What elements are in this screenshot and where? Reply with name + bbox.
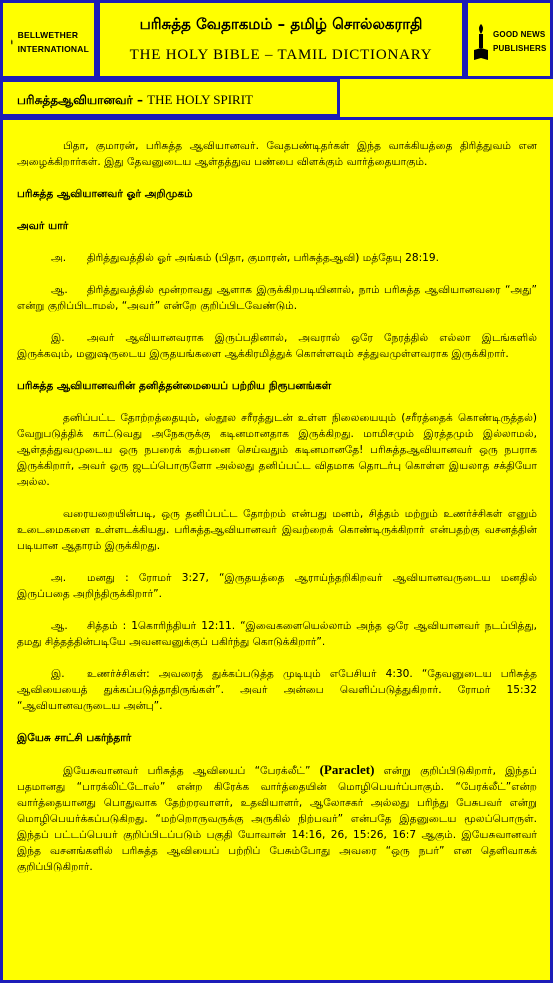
item-label: இ.	[51, 332, 65, 344]
heading-proofs: பரிசுத்த ஆவியானவரின் தனித்தன்மையைப் பற்றிய நிரூபனங்கள்	[17, 380, 332, 392]
section-title	[17, 92, 253, 109]
paraclete-text-start: இயேசுவானவர் பரிசுத்த ஆவியைப் “பேரக்லீட்”	[63, 765, 320, 777]
list-item	[17, 570, 537, 602]
item-text: திரித்துவத்தில் மூன்றாவது ஆளாக இருக்கிறபடியினால், நாம் பரிசுத்த ஆவியானவரை “அது” என்று குறிப்பிடாமல், “அவர்” என்றே குறிப்பிடவேண்டும்.	[17, 284, 537, 312]
item-text: திரித்துவத்தில் ஓர் அங்கம் (பிதா, குமாரன், பரிசுத்தஆவி) மத்தேயு 28:19.	[87, 252, 440, 264]
item-label: ஆ.	[51, 620, 68, 632]
item-label: ஆ.	[51, 284, 68, 296]
section-header	[0, 79, 340, 117]
logo-line1: BELLWETHER	[17, 30, 79, 40]
paragraph: தனிப்பட்ட தோற்றத்தையும், ஸ்தூல சரீரத்துடன் உள்ள நிலையையும் (சரீரத்தைக் கொண்டிருத்தல்) வேறுபடுத்திக் காட்டுவது அநேகருக்கு கடினமானதாக இருக்கிறது. மாமிசமும் இரத்தமும் இல்லாமல், ஆள்தத்துவமுடைய ஒரு நபரைக் கற்பனை செய்வதும் கடினமானதே! பரிசுத்தஆவியானவர் ஒரு நபராக இருக்கிறார், அவர் ஒரு ஜடப்பொருளோ அல்லது தனிப்பட்ட விதமாக தொடர்பு கொள்ள இயலாத சக்தியோ அல்ல.	[17, 412, 537, 488]
bellwether-logo	[11, 13, 89, 71]
content-box	[0, 117, 553, 983]
heading-introduction: பரிசுத்த ஆவியானவர் ஓர் அறிமுகம்	[17, 188, 193, 200]
item-label: அ.	[51, 252, 67, 264]
list-item	[17, 618, 537, 650]
paraclete-text-rest: என்று குறிப்பிடுகிறார், இந்தப் பதமானது “பாரக்லிட்டோஸ்” என்ற கிரேக்க வார்த்தையின் மொழிபெயர்ப்பாகும். “பேரக்லீட்”என்ற வார்த்தையானது பொதுவாக தேற்றரவாளர், உதவியாளர், ஆலோசகர் அல்லது பரிந்து பேசுபவர் என்று மொழிபெயர்க்கப்படுகிறது. “மற்றொருவருக்கு அருகில் நிற்பவர்” என்பதே இதனுடைய மூலப்பொருள். இந்தப் பட்டப்பெயர் குறிப்பிடப்படும் பகுதி யோவான் 14:16, 26, 15:26, 16:7 ஆகும். இயேசுவானவர் இந்த வசனங்களில் பரிசுத்த ஆவியைப் பற்றிப் பேசும்போது அவரை “ஒரு நபர்” என தெளிவாகக் குறிப்பிடுகிறார்.	[17, 765, 537, 873]
heading-jesus-testified: இயேசு சாட்சி பகர்ந்தார்	[17, 732, 132, 744]
list-item	[17, 330, 537, 362]
section-title-english: THE HOLY SPIRIT	[147, 92, 253, 107]
intro-paragraph: பிதா, குமாரன், பரிசுத்த ஆவியானவர். வேதபண்டிதர்கள் இந்த வாக்கியத்தை திரித்துவம் என அழைக்கிறார்கள். இது தேவனுடைய ஆள்தத்துவ பண்பை விளக்கும் வார்த்தையாகும்.	[17, 140, 537, 168]
item-text: அவர் ஆவியானவராக இருப்பதினால், அவரால் ஒரே நேரத்தில் எல்லா இடங்களில் இருக்கவும், மனுஷருடைய இருதயங்களை ஆக்கிரமித்துக் கொள்ளவும் சத்துவமுள்ளவராக இருக்கிறார்.	[17, 332, 537, 360]
logo-line2: PUBLISHERS	[493, 44, 547, 53]
paragraph: வரையறையின்படி, ஒரு தனிப்பட்ட தோற்றம் என்பது மனம், சித்தம் மற்றும் உணர்ச்சிகள் எனும் உடைமைகளை உள்ளடக்கியது. பரிசுத்தஆவியானவர் இவற்றைக் கொண்டிருக்கிறார் என்பதற்கு வசனத்தின் படியான ஆதாரம் இருக்கிறது.	[17, 508, 537, 552]
item-text: உணர்ச்சிகள்: அவரைத் துக்கப்படுத்த முடியும் எபேசியர் 4:30. “தேவனுடைய பரிசுத்த ஆவியையைத் துக்கப்படுத்தாதிருங்கள்”. அவர் அன்பை வெளிப்படுத்துகிறார். ரோமர் 15:32 “ஆவியானவருடைய அன்பு”.	[17, 668, 537, 712]
item-label: அ.	[51, 572, 67, 584]
title-box	[97, 0, 465, 79]
title-english: THE HOLY BIBLE – TAMIL DICTIONARY	[129, 47, 433, 63]
list-item	[17, 666, 537, 714]
bellwether-logo-box	[0, 0, 97, 79]
bell-tower-icon	[11, 22, 13, 62]
book-torch-icon	[474, 22, 488, 62]
paragraph	[17, 762, 537, 875]
logo-line1: GOOD NEWS	[493, 30, 546, 39]
section-title-tamil: பரிசுத்தஆவியானவர்	[17, 93, 133, 107]
good-news-logo-box	[465, 0, 553, 79]
article-body	[17, 138, 537, 891]
good-news-logo	[474, 13, 552, 71]
section-title-sep: –	[132, 93, 148, 107]
list-item	[17, 282, 537, 314]
paraclete-term: (Paraclet)	[319, 762, 375, 777]
item-text: சித்தம் : 1கொரிந்தியர் 12:11. “இவைகளையெல்லாம் அந்த ஒரே ஆவியானவர் நடப்பித்து, தமது சித்தத்தின்படியே அவனவனுக்குப் பகிர்ந்து கொடுக்கிறார்”.	[17, 620, 537, 648]
logo-line2: INTERNATIONAL	[17, 44, 89, 54]
list-item	[17, 250, 537, 266]
title-tamil: பரிசுத்த வேதாகமம் – தமிழ் சொல்லகராதி	[139, 15, 423, 33]
item-label: இ.	[51, 668, 65, 680]
heading-who-is-he: அவர் யார்	[17, 220, 69, 232]
item-text: மனது : ரோமர் 3:27, “இருதயத்தை ஆராய்ந்தறிகிறவர் ஆவியானவருடைய மனதில் இருப்பதை அறிந்திருக்கிறார்”.	[17, 572, 537, 600]
